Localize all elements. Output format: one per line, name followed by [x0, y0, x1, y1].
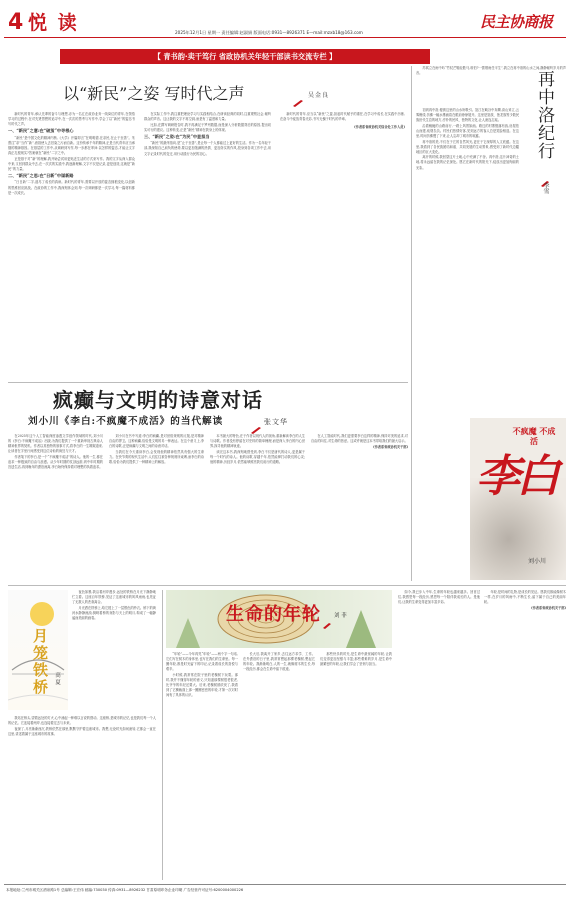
article-3: [8, 590, 158, 880]
article-1-title: 以“新民”之姿 写时代之声: [63, 84, 245, 103]
banner-text: 【 青书韵·卖干笃行 省政协机关年轻干部读书交流专栏 】: [153, 52, 337, 61]
book-cover-image: [470, 418, 566, 580]
page-header: [0, 0, 570, 38]
column-banner: [60, 49, 430, 64]
article-2-subtitle: 刘小川《李白:不疯魔不成活》的当代解读: [28, 416, 224, 427]
article-4-col-1: [166, 652, 238, 880]
article-4-col-5: [484, 590, 566, 880]
article-4-note: (作者系省政协机关干部): [531, 605, 566, 610]
sidebar-title: 再中洛纪行: [534, 70, 554, 160]
article-1-col-1: [8, 112, 135, 349]
article-4: [166, 590, 566, 880]
article-2-col-1: [8, 434, 103, 584]
article-4-col-3: [320, 652, 392, 880]
article-2-paragraph: 在人工智能时代,我们更需要李白这样的精神,保持对美的追求,对自由的向往,对生命的热爱。这或许就是这本书带给我们的最大启示。: [311, 434, 408, 444]
article-3-paragraph: 我站在桥头,望着远处的灯火,心中涌起一种难以言说的感动。这座桥,是城市的记忆,也是我们每一个人的记忆。它连接着两岸,也连接着过去与未来。: [8, 716, 156, 726]
article-1-subhead: 一、“新民”之意:在“破茧”中寻根心: [8, 128, 74, 134]
article-1-paragraph: “日日新”二字,道尽了成长的真谛。新时代的青年,需要以开放的姿态拥抱变化,以创新的思维回应挑战。在政协的工作中,我深刻体会到,每一次调研都是一次学习,每一篇材料都是一次成长。: [8, 180, 135, 195]
masthead-logo: 民主协商报: [480, 13, 553, 31]
book-cover-subtitle: 不疯魔 不成活: [512, 426, 556, 446]
article-1-paragraph: 比如,在撰写调研报告时,我不再满足于罗列数据,而是深入分析数据背后的原因,提出切实可行的建议。这种转变,正是“新民”精神在我身上的体现。: [144, 122, 271, 132]
article-4-paragraph: “年轮”——今年再见“年轮”——两个字一句话,它们写在树木的身体里,也写在我们的生命里。每一圈年轮,都是时光留下的印记,记录着成长的喜悦与艰辛。: [166, 652, 238, 672]
article-2-author: 张文华: [264, 418, 288, 426]
sidebar-pen-icon: [540, 172, 550, 179]
article-3-title: 月笼铁桥: [31, 628, 49, 696]
sidebar-paragraph: 初到再中洛,便被这里的山水所吸引。怒江在峡谷中奔腾,高山耸立,云雾缭绕,仿佛一幅水墨画卷在眼前徐徐展开。这里是怒族、独龙族等少数民族世代生息的地方,淳朴的民风、独特的文化,让人流连忘返。: [416, 108, 519, 123]
sidebar-paragraph: 离开的时候,我回望这片土地,心中充满了不舍。再中洛,这片神奇的土地,将永远留在我的记忆深处。愿它在新时代的阳光下,绽放出更加绚丽的光彩。: [416, 155, 519, 170]
article-2-paragraph: 当我们在今天重读李白,会发现他的精神依然具有强大的生命力。在快节奏的现代生活中,人们往往被各种规则所束缚,而李白的诗歌,恰恰为我们提供了一种精神上的解放。: [109, 449, 204, 464]
article-2-pen-icon: [250, 419, 262, 427]
book-cover-title: 李白: [476, 451, 556, 502]
article-4-paragraph: 如今,我已步入中年,生命的年轮也越来越多。回首过往,我感恩每一段经历,感恩每一个陪伴我成长的人。是他们,让我的生命变得更加丰富多彩。: [398, 590, 480, 605]
article-1-author: 吴金良: [308, 92, 330, 99]
article-1-paragraph: 新时代的青年,应当以“新民”之姿,担起时代赋予的重任,在学习中成长,在实践中历练,在奋斗中绽放青春光彩,书写无愧于时代的华章。: [280, 112, 405, 122]
article-3-author: 高 夏: [54, 672, 60, 685]
article-4-paragraph: 长大后,我离开了家乡,去往远方求学、工作。在外漂泊的日子里,我常常想起那棵老槐树,想起它的年轮。我渐渐明白,人的一生,就像树木的生长,每一段经历,都会在生命中留下痕迹。: [243, 652, 315, 672]
article-2-note: (作者系省政协机关干部): [373, 444, 408, 449]
article-1-col-2: [144, 112, 271, 349]
article-1-col-3: [280, 112, 405, 349]
article-2-paragraph: 作者笔下的李白,是一个“不疯魔不成活”的诗人。他的一生,都在追求一种极致的自由与浪漫。从少年时期的仗剑远游,到中年时期的宫廷生活,再到晚年的漂泊流离,李白始终保持着对理想的执着追求。: [8, 454, 103, 470]
section-title: 悦 读: [28, 12, 79, 34]
article-3-paragraph: 夜深了,月亮渐渐西沉,铁桥依然在那里,默默守护着这座城市。我想,无论时光如何流转,它都会一直在这里,讲述着属于这座城市的故事。: [8, 726, 156, 736]
article-2-col-3: [210, 434, 305, 584]
article-2-title: 疯癫与文明的诗意对话: [53, 388, 263, 412]
article-3-text-bottom: [8, 716, 156, 880]
article-1-paragraph: 新时代的青年,承认先辈的奋斗与理想,亦为一名汇在政协业务一线岗位的青年,在领悟学习的过程中,在对先贤思想的追寻中,在一次次的思考与写作中,学会了以“新民”的姿态书写时代之声。: [8, 112, 135, 127]
footer-rule: [4, 884, 566, 885]
sidebar-paragraph: 苏轼立在雨中吟“竹杖芒鞋轻胜马,谁怕?一蓑烟雨任平生”,我立在再中洛的山水之间,静静倾听岁月的声音。: [416, 66, 566, 76]
sidebar-paragraph: 沿着蜿蜒的山路前行,一路上风景如画。路边的村寨错落有致,房屋依山而建,炊烟袅袅。村民们热情好客,见到远方的客人总是笑脸相迎。在这里,时间仿佛慢了下来,让人忘却了城市的喧嚣。: [416, 123, 519, 138]
article-1: [8, 84, 408, 349]
article-4-title: 生命的年轮: [226, 604, 321, 625]
article-4-pen-icon: [322, 614, 332, 621]
article-1-paragraph: “新民”的最终指向,是“止于至善”,是让每一个人都能过上更好的生活。作为一名年轻干部,我深知自己肩负的使命,要以更加饱满的热情、更加务实的作风,投身到各项工作中去,用文字记录时代的变迁,用行动践行为民的初心。: [144, 141, 271, 156]
article-4-col-4: [398, 590, 480, 880]
article-1-paragraph: 正是基于对“新”的理解,我开始尝试用更贴近生活的方式来写作。我的文字从深入群众中来,又回到群众中去,在一次次的实践中,我逐渐理解,文字不仅是记录,更是创造,这就是“新民”的力量。: [8, 156, 135, 171]
sidebar-divider: [411, 66, 412, 581]
article-1-paragraph: 在实际工作中,我注重把理论学习与实践相结合,在研读经典的同时,注重观察社会,倾听群众的声音。这让我的文字不再空洞,而是有了温度和力量。: [144, 112, 271, 122]
article-3-text-top: [72, 590, 156, 712]
article-2: [8, 388, 408, 583]
section-divider: [8, 382, 408, 383]
sidebar-author: 李雪: [542, 182, 549, 194]
sidebar-paragraph: 再中洛的美,不仅在于它的自然风光,更在于它深厚的人文底蕴。在这里,我看到了各民族团结和谐、共同发展的生动景象,感受到了新时代边疆地区的巨大变化。: [416, 139, 519, 154]
article-3-paragraph: 月光洒在铁桥上,给它披上了一层银色的纱衣。桥下的黄河水静静流淌,倒映着桥的身影与天上的明月,构成了一幅静谧而美丽的画卷。: [72, 605, 156, 620]
article-4-paragraph: 小时候,我常常在院子里的老槐树下玩耍。那时,我并不懂得年轮的意义,只知道那棵树很老很老,比爷爷的年纪还要大。后来,老槐树被砍伐了,我看到了它横截面上那一圈圈密密的年轮,才第一次对时间有了具体的认识。: [166, 672, 238, 698]
article-1-subhead: 三、“新民”之姿:在“为民”中显担当: [144, 133, 210, 139]
article-2-paragraph: 刘小川在书中写道:李白的疯癫,是对世俗规则的反叛,是对精神自由的捍卫。这种疯癫,恰恰是文明的另一种表达。在这个意义上,李白的诗歌,正是疯癫与文明之间的诗意对话。: [109, 434, 204, 449]
article-2-paragraph: 读完这本书,我深刻地感受到,李白不仅是唐代的诗人,更是属于每一个时代的诗人。他的诗歌,穿越千年,依然能够打动我们的心灵;他的精神,历经岁月,依然能够照亮我们前行的道路。: [210, 449, 305, 464]
article-4-author: 刘 菲: [334, 613, 347, 619]
article-2-paragraph: 本书最大的特色,在于作者以现代人的视角,重新解读李白的人生与诗歌。作者没有停留在对史料的简单梳理,而是深入李白的内心世界,探寻他的精神轨迹。: [210, 434, 305, 449]
article-3-paragraph: 夜色如墨,我沿着河岸漫步,远处的铁桥在月光下静静地伫立着。这座百年铁桥,见证了这座城市的风风雨雨,也见证了无数人的悲欢离合。: [72, 590, 156, 605]
header-rule: [4, 37, 566, 38]
article-1-note: (作者系省政协机关综合处工作人员): [354, 125, 405, 130]
page-number: 4: [8, 10, 24, 35]
article-1-subhead: 二、“新民”之思:在“日新”中谋新路: [8, 172, 74, 178]
article-4-paragraph: 那些快乐的时光,是生命中最宽阔的年轮,让我们变得更加坚强与丰盈;那些艰难的岁月,是生命中最紧密的年轮,让我们学会了坚韧与担当。: [320, 652, 392, 667]
article-2-col-2: [109, 434, 204, 584]
book-cover-author: 刘小川: [528, 558, 547, 565]
author-pen-icon: [292, 92, 304, 100]
article-2-paragraph: 在2025年这个人工智能深度渗透文学创作领域的时代,刘小川的《李白:不疯魔不成活》出版,为我们提供了一个重新审视古典诗人精神世界的契机。作者以其独特的叙事方式,将李白的一生娓娓道来,让读者在字里行间感受到这位诗仙的疯狂与天才。: [8, 434, 103, 454]
footer-info: 本报地址:兰州市城关区酒泉路1号 总编辑:王宏伟 邮编:730030 传真:0931—8926232 甘肃原明印务企业印刷 广告经营许可证号:6200004000226: [6, 888, 244, 892]
section-divider: [8, 585, 566, 586]
article-4-col-2: [243, 652, 315, 880]
article-4-paragraph: 年轮,是时间的礼物,是成长的见证。愿我们都能像树木一样,在岁月的风雨中,不断生长,留下属于自己的美丽年轮。: [484, 590, 566, 605]
column-divider: [162, 590, 163, 880]
article-2-col-4: [311, 434, 408, 584]
header-info: 2025年12月1日 星期一 责任编辑:赵淑娟 版面电话:0931—8926371 E—mail:mzxb18@163.com: [175, 30, 363, 35]
article-1-paragraph: “新民”是中国文化的精神内核,《大学》开篇即言“在明明德,在亲民,在止于至善”。朱熹注“亲”当作“新”,意指使人去旧染之污而自新。这份传承千年的精神,正是当代青年应当承继的精神基因。在基层的工作中,从调研到写作,每一步都在叩问:以怎样的姿态,才能让文字真正扎根现实?答案就在“新民”二字之中。: [8, 135, 135, 156]
